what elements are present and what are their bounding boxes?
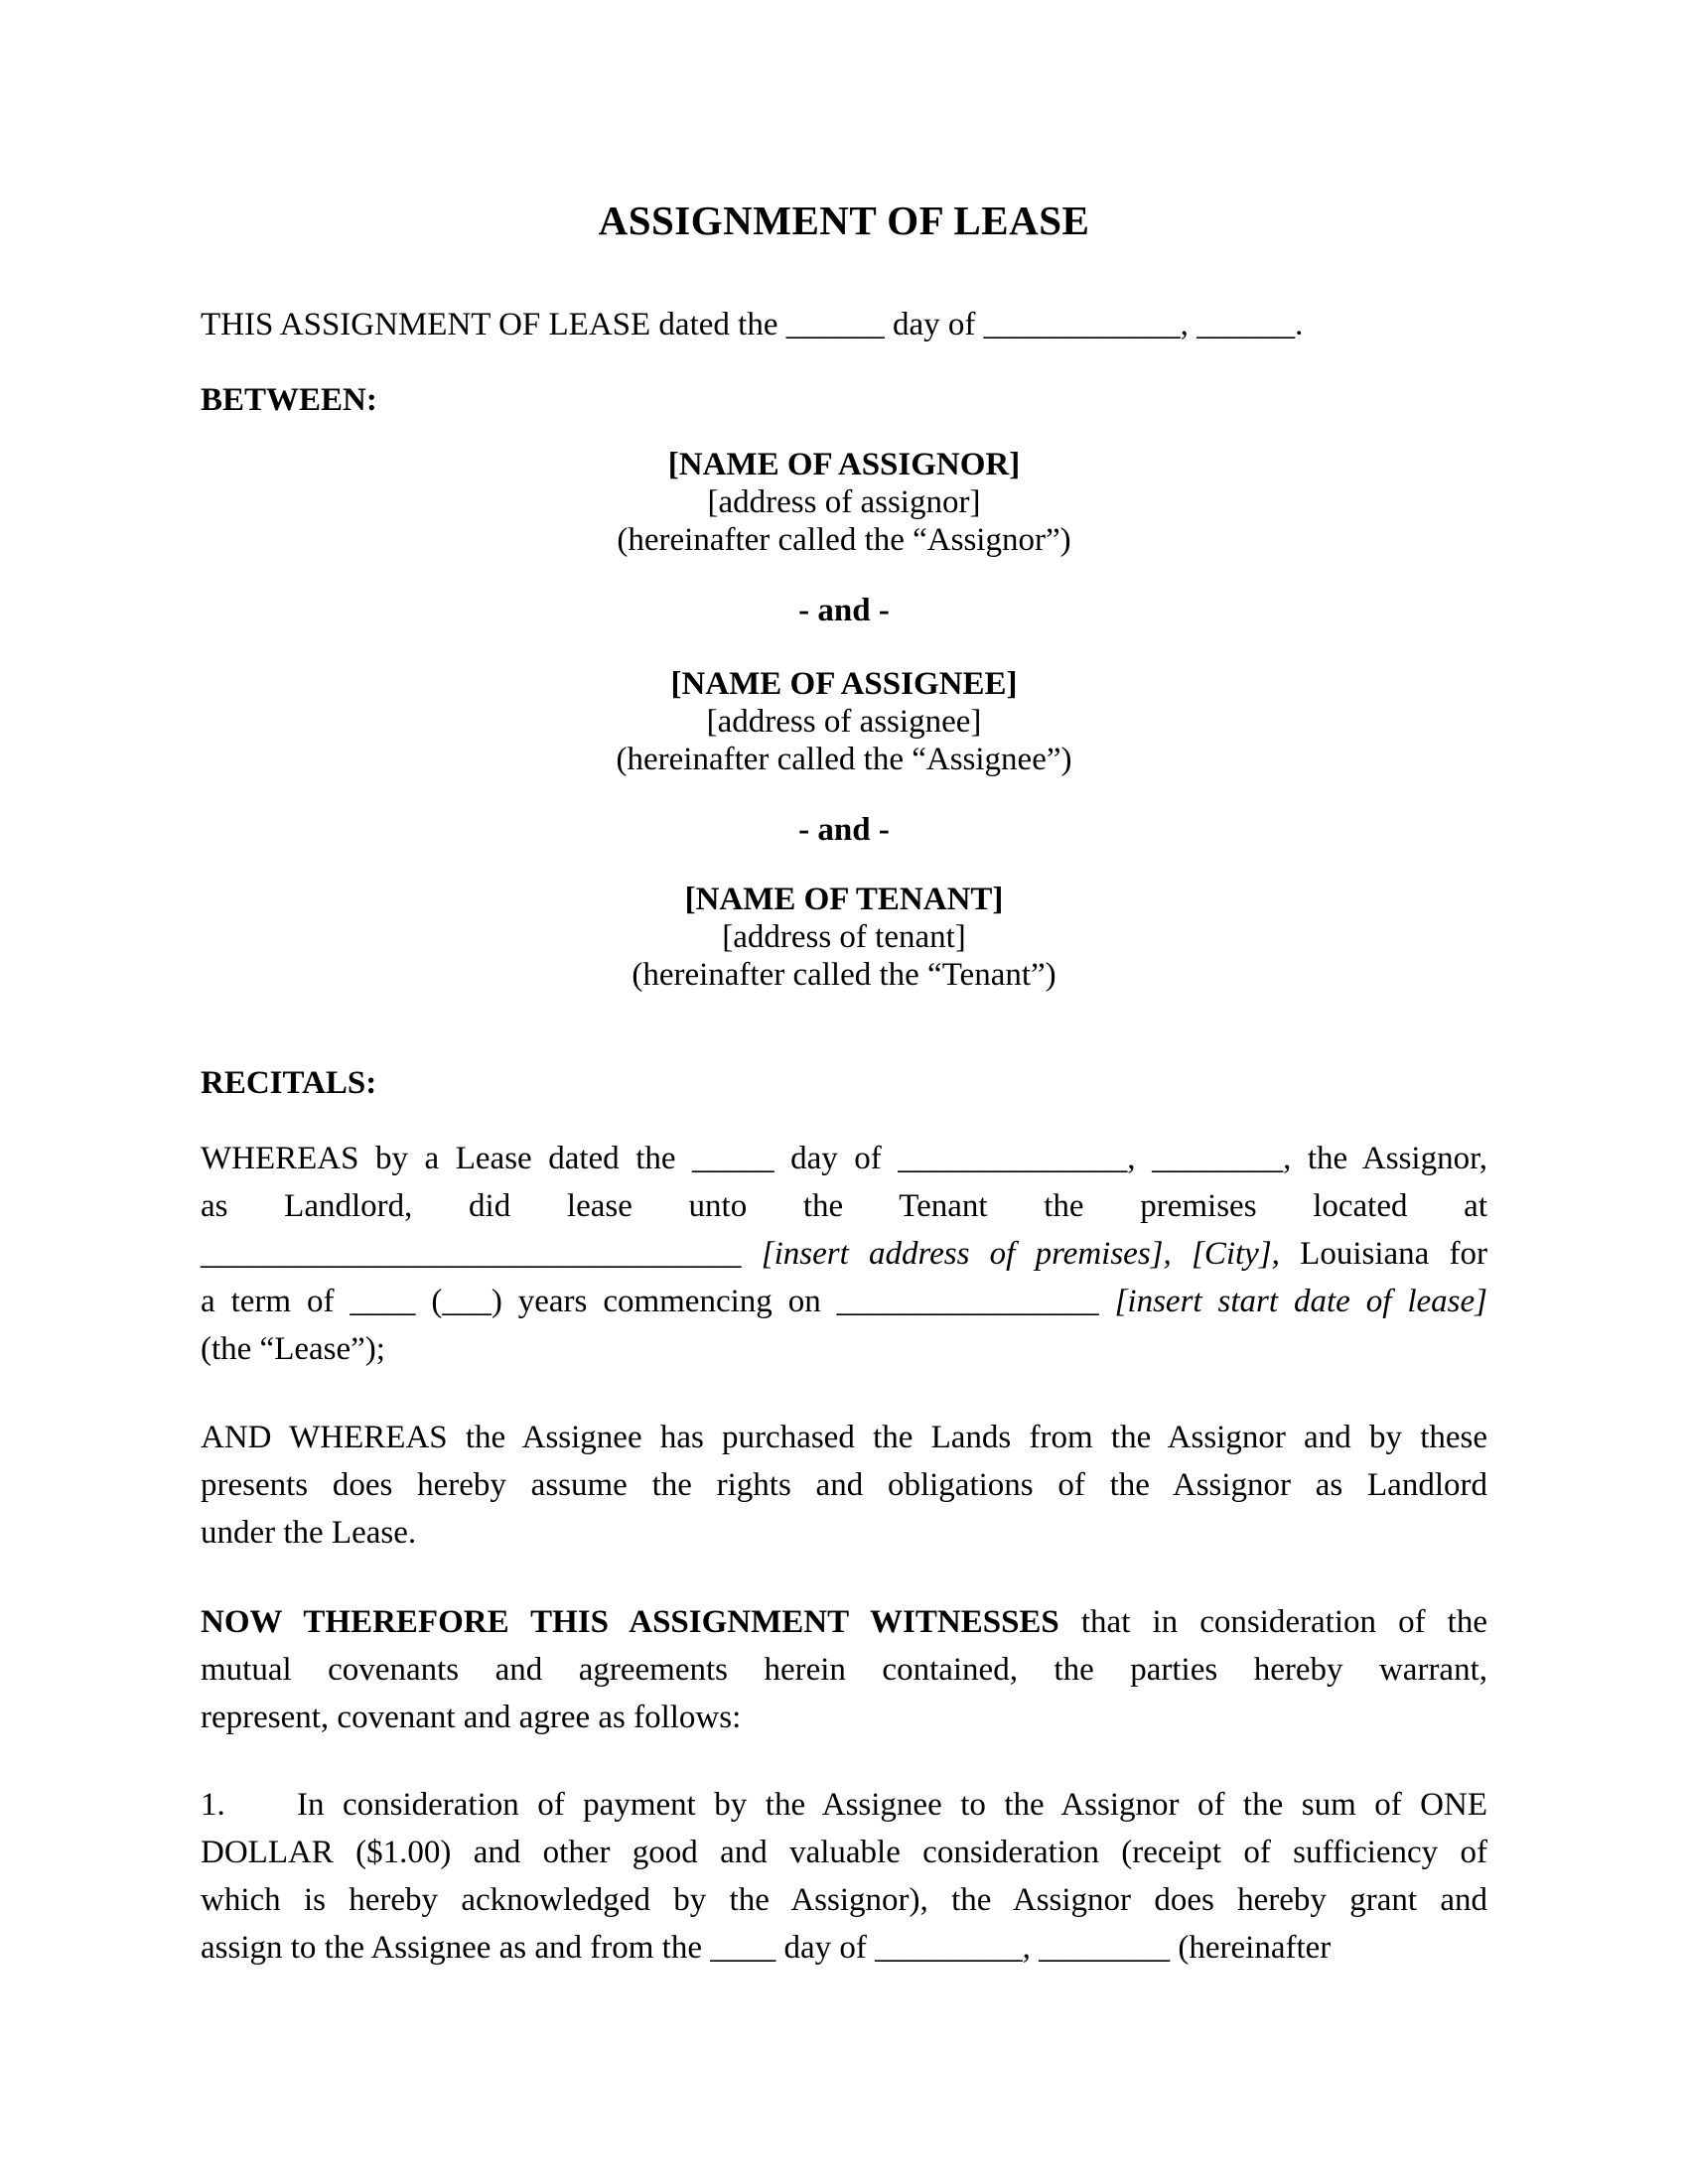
assignor-address: [address of assignor] xyxy=(707,484,981,520)
text-segment: NOW THEREFORE THIS ASSIGNMENT WITNESSES xyxy=(201,1604,1059,1640)
intro-line: THIS ASSIGNMENT OF LEASE dated the ______ day of ____________, ______. xyxy=(201,307,1304,342)
assignor-name: [NAME OF ASSIGNOR] xyxy=(667,447,1021,482)
recitals-label: RECITALS: xyxy=(201,1065,377,1101)
clause-1-paragraph xyxy=(201,1781,1487,1972)
paragraph-line xyxy=(201,1182,1487,1230)
paragraph-line xyxy=(201,1646,1487,1694)
party-block-assignor xyxy=(201,446,1487,559)
text-segment: under the Lease. xyxy=(201,1515,417,1551)
paragraph-line xyxy=(201,1325,1487,1373)
text-segment: (the “Lease”); xyxy=(201,1331,385,1367)
paragraph-line xyxy=(201,1278,1487,1325)
text-segment: WHEREAS by a Lease dated the _____ day of ______________, ________, the Assignor, xyxy=(201,1141,1487,1176)
text-segment: In consideration of payment by the Assignee to the Assignor of the sum of ONE xyxy=(297,1787,1487,1823)
whereas-paragraph xyxy=(201,1135,1487,1373)
paragraph-line xyxy=(201,1876,1487,1924)
text-segment: AND WHEREAS the Assignee has purchased the Lands from the Assignor and by these xyxy=(201,1420,1487,1455)
and-separator: - and - xyxy=(798,812,890,848)
assignee-name: [NAME OF ASSIGNEE] xyxy=(670,666,1018,702)
tenant-alias: (hereinafter called the “Tenant”) xyxy=(632,957,1056,993)
text-segment: that in consideration of the xyxy=(1058,1604,1487,1640)
text-segment: which is hereby acknowledged by the Assignor), the Assignor does hereby grant and xyxy=(201,1882,1487,1918)
and-whereas-paragraph xyxy=(201,1414,1487,1557)
tenant-address: [address of tenant] xyxy=(722,919,966,955)
text-segment: DOLLAR ($1.00) and other good and valuable consideration (receipt of sufficiency of xyxy=(201,1835,1487,1870)
text-segment: mutual covenants and agreements herein contained, the parties hereby warrant, xyxy=(201,1652,1487,1688)
text-segment: presents does hereby assume the rights and obligations of the Assignor as Landlord xyxy=(201,1467,1487,1503)
paragraph-line xyxy=(201,1829,1487,1876)
clause-number: 1. xyxy=(201,1787,225,1823)
assignee-address: [address of assignee] xyxy=(706,704,982,740)
assignee-alias: (hereinafter called the “Assignee”) xyxy=(616,742,1072,777)
now-therefore-paragraph xyxy=(201,1598,1487,1741)
paragraph-line xyxy=(201,1598,1487,1646)
assignor-alias: (hereinafter called the “Assignor”) xyxy=(617,522,1071,558)
text-segment: Louisiana for xyxy=(1279,1236,1487,1272)
paragraph-line xyxy=(201,1781,1487,1829)
paragraph-line xyxy=(201,1509,1487,1557)
paragraph-line xyxy=(201,1924,1487,1972)
paragraph-line xyxy=(201,1694,1487,1741)
text-segment: represent, covenant and agree as follows: xyxy=(201,1700,742,1735)
text-segment: assign to the Assignee as and from the ____ day of _________, ________ (hereinafter xyxy=(201,1930,1332,1966)
paragraph-line xyxy=(201,1461,1487,1509)
tenant-name: [NAME OF TENANT] xyxy=(684,882,1004,917)
paragraph-line xyxy=(201,1230,1487,1278)
text-segment: [insert start date of lease] xyxy=(1114,1284,1487,1319)
paragraph-line xyxy=(201,1135,1487,1182)
document-title: ASSIGNMENT OF LEASE xyxy=(598,198,1090,243)
and-separator: - and - xyxy=(798,593,890,628)
text-segment: _________________________________ xyxy=(201,1236,762,1272)
party-block-assignee xyxy=(201,665,1487,778)
party-block-tenant xyxy=(201,881,1487,994)
text-segment: as Landlord, did lease unto the Tenant the premises located at xyxy=(201,1188,1487,1224)
text-segment: a term of ____ (___) years commencing on ________________ xyxy=(201,1284,1115,1319)
between-label: BETWEEN: xyxy=(201,382,377,418)
paragraph-line xyxy=(201,1414,1487,1461)
text-segment: [insert address of premises], [City], xyxy=(761,1236,1280,1272)
